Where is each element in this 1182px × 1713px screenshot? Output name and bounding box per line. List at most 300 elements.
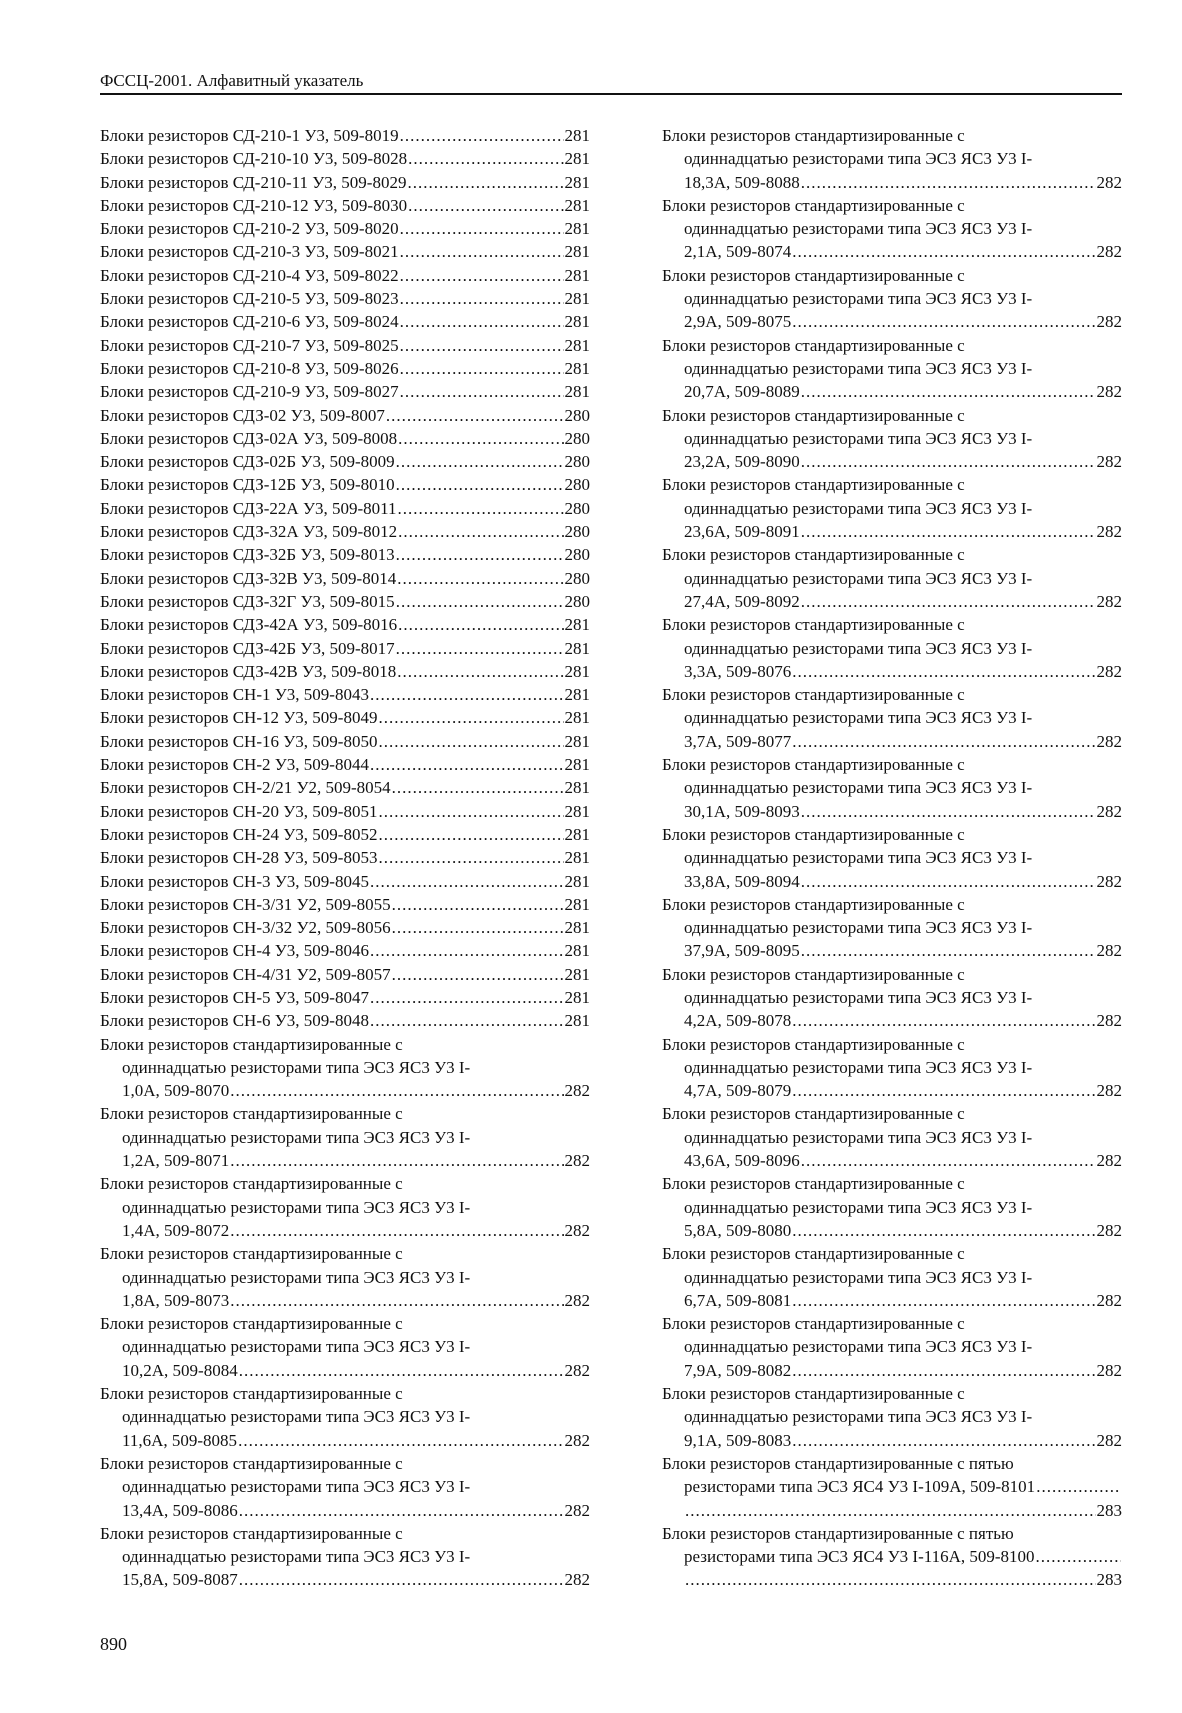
entry-page-number: 281 — [564, 1011, 590, 1031]
entry-text: 15,8А, 509-8087 — [122, 1570, 238, 1590]
entry-text-line: Блоки резисторов стандартизированные с — [100, 1453, 403, 1473]
entry-leader-line — [100, 870, 590, 893]
entry-leader-line — [100, 753, 590, 776]
entry-text: Блоки резисторов СН-4 У3, 509-8046 — [100, 941, 369, 961]
dot-leader — [396, 450, 564, 473]
index-entry — [662, 683, 1122, 753]
entry-page-number: 281 — [564, 195, 590, 215]
entry-text-line: одиннадцатью резисторами типа ЭС3 ЯС3 У3 I- — [684, 1197, 1033, 1217]
entry-text-line: Блоки резисторов стандартизированные с пятью — [662, 1523, 1014, 1543]
index-entry — [100, 240, 590, 263]
index-entry — [100, 1009, 590, 1032]
dot-leader — [397, 660, 563, 683]
dot-leader — [400, 217, 564, 240]
entry-text-line: Блоки резисторов стандартизированные с — [662, 265, 965, 285]
entry-text: Блоки резисторов СН-5 У3, 509-8047 — [100, 987, 369, 1007]
entry-text-line: Блоки резисторов стандартизированные с — [100, 1384, 403, 1404]
entry-leader-line — [100, 171, 590, 194]
entry-text: Блоки резисторов СН-16 У3, 509-8050 — [100, 731, 378, 751]
entry-page-number: 281 — [564, 638, 590, 658]
entry-leader-line — [100, 590, 590, 613]
entry-text: 33,8А, 509-8094 — [684, 871, 800, 891]
index-entry — [662, 1522, 1122, 1592]
index-entry — [100, 1102, 590, 1172]
entry-text-line: одиннадцатью резисторами типа ЭС3 ЯС3 У3 I- — [684, 1057, 1033, 1077]
entry-text: Блоки резисторов СН-12 У3, 509-8049 — [100, 708, 378, 728]
entry-page-number: 282 — [564, 1081, 590, 1101]
entry-page-number: 283 — [1096, 1570, 1122, 1590]
entry-text-line: одиннадцатью резисторами типа ЭС3 ЯС3 У3 I- — [684, 638, 1033, 658]
index-entry — [100, 1242, 590, 1312]
dot-leader — [398, 497, 564, 520]
entry-page-number: 282 — [1096, 591, 1122, 611]
dot-leader — [370, 1009, 564, 1032]
dot-leader — [398, 613, 563, 636]
entry-page-number: 283 — [1096, 1500, 1122, 1520]
entry-page-number: 280 — [564, 452, 590, 472]
entry-text-line: Блоки резисторов стандартизированные с — [100, 1104, 403, 1124]
index-column-left — [100, 124, 590, 1592]
entry-text: 1,0А, 509-8070 — [122, 1081, 230, 1101]
dot-leader — [378, 846, 563, 869]
dot-leader — [396, 543, 564, 566]
dot-leader — [239, 1359, 564, 1382]
page-header — [100, 70, 1122, 95]
entry-text: Блоки резисторов СДЗ-02 У3, 509-8007 — [100, 405, 385, 425]
entry-page-number: 282 — [1096, 1151, 1122, 1171]
entry-text: Блоки резисторов СДЗ-42В У3, 509-8018 — [100, 661, 397, 681]
entry-page-number: 281 — [564, 382, 590, 402]
entry-page-number: 281 — [564, 149, 590, 169]
dot-leader — [792, 1289, 1095, 1312]
entry-page-number: 281 — [564, 358, 590, 378]
entry-page-number: 281 — [564, 172, 590, 192]
entry-text-line: Блоки резисторов стандартизированные с — [100, 1523, 403, 1543]
dot-leader — [239, 1568, 564, 1591]
entry-text-line: Блоки резисторов стандартизированные с — [662, 1034, 965, 1054]
entry-text: 37,9А, 509-8095 — [684, 941, 800, 961]
entry-text: резисторами типа ЭС3 ЯС4 У3 I-116А, 509-8100 — [684, 1547, 1035, 1567]
index-entry — [100, 893, 590, 916]
entry-text-line: одиннадцатью резисторами типа ЭС3 ЯС3 У3 I- — [684, 1127, 1033, 1147]
entry-page-number: 282 — [1096, 1220, 1122, 1240]
entry-page-number: 280 — [564, 568, 590, 588]
entry-leader-line — [662, 800, 1122, 823]
entry-text: 23,6А, 509-8091 — [684, 522, 800, 542]
entry-text-line: одиннадцатью резисторами типа ЭС3 ЯС3 У3 I- — [122, 1127, 471, 1147]
entry-leader-line — [100, 450, 590, 473]
entry-text-line: одиннадцатью резисторами типа ЭС3 ЯС3 У3 I- — [122, 1407, 471, 1427]
dot-leader — [400, 124, 564, 147]
entry-text-line: одиннадцатью резисторами типа ЭС3 ЯС3 У3 I- — [684, 498, 1033, 518]
dot-leader — [230, 1079, 563, 1102]
entry-text: Блоки резисторов СН-20 У3, 509-8051 — [100, 801, 378, 821]
dot-leader — [370, 939, 564, 962]
entry-leader-line — [662, 1359, 1122, 1382]
entry-page-number: 281 — [564, 987, 590, 1007]
dot-leader — [792, 1079, 1095, 1102]
entry-leader-line — [100, 613, 590, 636]
dot-leader — [685, 1499, 1096, 1522]
entry-leader-line — [662, 590, 1122, 613]
dot-leader — [238, 1429, 563, 1452]
index-entry — [100, 1382, 590, 1452]
index-entry — [100, 171, 590, 194]
entry-text-line: Блоки резисторов стандартизированные с — [662, 615, 965, 635]
entry-page-number: 280 — [564, 545, 590, 565]
entry-leader-line — [100, 380, 590, 403]
entry-leader-line — [100, 520, 590, 543]
index-entry — [662, 613, 1122, 683]
index-entry — [100, 520, 590, 543]
dot-leader — [396, 637, 564, 660]
entry-page-number: 282 — [1096, 1430, 1122, 1450]
entry-page-number: 282 — [1096, 312, 1122, 332]
entry-leader-line — [100, 1429, 590, 1452]
entry-leader-line — [100, 473, 590, 496]
entry-page-number: 282 — [1096, 172, 1122, 192]
entry-text-line: одиннадцатью резисторами типа ЭС3 ЯС3 У3 I- — [684, 918, 1033, 938]
index-entry — [662, 124, 1122, 194]
index-entry — [662, 404, 1122, 474]
entry-leader-line — [100, 963, 590, 986]
entry-text-line: Блоки резисторов стандартизированные с — [662, 685, 965, 705]
index-column-right — [662, 124, 1122, 1592]
index-entry — [100, 567, 590, 590]
entry-text-line: Блоки резисторов стандартизированные с — [662, 195, 965, 215]
entry-page-number: 280 — [564, 498, 590, 518]
entry-text-line: одиннадцатью резисторами типа ЭС3 ЯС3 У3 I- — [122, 1267, 471, 1287]
entry-page-number: 281 — [564, 661, 590, 681]
index-entry — [662, 1312, 1122, 1382]
index-entry — [662, 334, 1122, 404]
entry-page-number: 281 — [564, 312, 590, 332]
entry-leader-line — [100, 1009, 590, 1032]
index-entry — [100, 1033, 590, 1103]
entry-leader-line — [100, 939, 590, 962]
entry-text-line: Блоки резисторов стандартизированные с — [662, 1314, 965, 1334]
entry-page-number: 281 — [564, 824, 590, 844]
entry-text: Блоки резисторов СДЗ-42А У3, 509-8016 — [100, 615, 398, 635]
entry-leader-line — [100, 194, 590, 217]
entry-leader-line — [100, 567, 590, 590]
entry-text: Блоки резисторов СД-210-12 У3, 509-8030 — [100, 195, 408, 215]
entry-text: 10,2А, 509-8084 — [122, 1360, 238, 1380]
dot-leader — [408, 194, 563, 217]
entry-leader-line — [662, 310, 1122, 333]
entry-leader-line — [662, 450, 1122, 473]
entry-text: Блоки резисторов СД-210-6 У3, 509-8024 — [100, 312, 399, 332]
entry-text: 27,4А, 509-8092 — [684, 591, 800, 611]
entry-text-line: Блоки резисторов стандартизированные с — [662, 335, 965, 355]
dot-leader — [398, 520, 563, 543]
entry-leader-line — [100, 264, 590, 287]
entry-leader-line — [100, 287, 590, 310]
entry-text-line: одиннадцатью резисторами типа ЭС3 ЯС3 У3 I- — [684, 848, 1033, 868]
index-entry — [662, 194, 1122, 264]
dot-leader — [392, 776, 564, 799]
entry-text-line: Блоки резисторов стандартизированные с — [662, 475, 965, 495]
entry-page-number: 282 — [1096, 1011, 1122, 1031]
entry-text: 3,3А, 509-8076 — [684, 661, 792, 681]
page-header-title: ФССЦ-2001. Алфавитный указатель — [100, 71, 364, 90]
entry-leader-line — [662, 939, 1122, 962]
entry-page-number: 282 — [1096, 1290, 1122, 1310]
entry-text-line: Блоки резисторов стандартизированные с — [662, 126, 965, 145]
entry-page-number: 281 — [564, 894, 590, 914]
dot-leader — [407, 171, 563, 194]
dot-leader — [392, 963, 564, 986]
dot-leader — [400, 287, 564, 310]
index-entry — [100, 823, 590, 846]
index-entry — [100, 776, 590, 799]
entry-page-number: 282 — [1096, 871, 1122, 891]
entry-text: 1,4А, 509-8072 — [122, 1220, 230, 1240]
entry-page-number: 281 — [564, 731, 590, 751]
dot-leader — [400, 264, 564, 287]
page-number: 890 — [100, 1634, 127, 1654]
index-entry — [662, 1242, 1122, 1312]
index-entry — [100, 660, 590, 683]
index-entry — [100, 986, 590, 1009]
entry-page-number: 280 — [564, 405, 590, 425]
entry-text: 18,3А, 509-8088 — [684, 172, 800, 192]
index-entry — [662, 1452, 1122, 1522]
entry-leader-line — [100, 1499, 590, 1522]
entry-page-number: 282 — [1096, 1081, 1122, 1101]
dot-leader — [801, 800, 1096, 823]
entry-text: Блоки резисторов СДЗ-32А У3, 509-8012 — [100, 522, 398, 542]
index-entry — [100, 380, 590, 403]
dot-leader — [396, 473, 564, 496]
entry-text: 4,7А, 509-8079 — [684, 1081, 792, 1101]
entry-leader-line — [662, 1009, 1122, 1032]
entry-leader-line — [662, 1149, 1122, 1172]
entry-page-number: 282 — [564, 1290, 590, 1310]
entry-text: 6,7А, 509-8081 — [684, 1290, 792, 1310]
entry-text-line: Блоки резисторов стандартизированные с — [100, 1034, 403, 1054]
entry-text: 2,1А, 509-8074 — [684, 242, 792, 262]
index-entry — [100, 870, 590, 893]
entry-text-line: Блоки резисторов стандартизированные с — [662, 1244, 965, 1264]
entry-text: Блоки резисторов СН-1 У3, 509-8043 — [100, 685, 369, 705]
entry-text: 9,1А, 509-8083 — [684, 1430, 792, 1450]
entry-text: Блоки резисторов СН-2/21 У2, 509-8054 — [100, 778, 391, 798]
index-entry — [100, 124, 590, 147]
index-entry — [100, 963, 590, 986]
entry-leader-line — [100, 357, 590, 380]
dot-leader — [378, 800, 563, 823]
entry-leader-line — [662, 1429, 1122, 1452]
dot-leader — [792, 1219, 1095, 1242]
entry-page-number: 282 — [1096, 242, 1122, 262]
entry-text-line: одиннадцатью резисторами типа ЭС3 ЯС3 У3 I- — [684, 708, 1033, 728]
entry-leader-line — [100, 893, 590, 916]
entry-text: Блоки резисторов СД-210-7 У3, 509-8025 — [100, 335, 399, 355]
entry-text: 30,1А, 509-8093 — [684, 801, 800, 821]
index-entry — [100, 706, 590, 729]
dot-leader — [398, 427, 563, 450]
entry-text-line: одиннадцатью резисторами типа ЭС3 ЯС3 У3 I- — [684, 568, 1033, 588]
entry-leader-line — [100, 986, 590, 1009]
entry-page-number: 281 — [564, 848, 590, 868]
entry-text: Блоки резисторов СДЗ-32Г У3, 509-8015 — [100, 591, 395, 611]
entry-leader-line — [100, 846, 590, 869]
entry-text-line: одиннадцатью резисторами типа ЭС3 ЯС3 У3 I- — [122, 1197, 471, 1217]
entry-text: Блоки резисторов СН-3/31 У2, 509-8055 — [100, 894, 391, 914]
entry-text: Блоки резисторов СД-210-3 У3, 509-8021 — [100, 242, 399, 262]
entry-page-number: 282 — [1096, 941, 1122, 961]
dot-leader — [792, 1359, 1095, 1382]
entry-page-number: 282 — [1096, 661, 1122, 681]
dot-leader — [370, 683, 564, 706]
entry-text: Блоки резисторов СН-6 У3, 509-8048 — [100, 1011, 369, 1031]
dot-leader — [239, 1499, 564, 1522]
entry-text: 1,2А, 509-8071 — [122, 1151, 230, 1171]
entry-text: 20,7А, 509-8089 — [684, 382, 800, 402]
entry-text: Блоки резисторов СН-28 У3, 509-8053 — [100, 848, 378, 868]
entry-leader-line — [100, 217, 590, 240]
dot-leader — [792, 310, 1095, 333]
entry-leader-line — [100, 800, 590, 823]
index-entry — [100, 543, 590, 566]
entry-text: 23,2А, 509-8090 — [684, 452, 800, 472]
index-entry — [100, 217, 590, 240]
dot-leader — [370, 986, 564, 1009]
entry-text: резисторами типа ЭС3 ЯС4 У3 I-109А, 509-8101 — [684, 1477, 1036, 1497]
dot-leader — [378, 730, 563, 753]
entry-page-number: 282 — [1096, 1360, 1122, 1380]
index-entry — [100, 613, 590, 636]
entry-text-line: Блоки резисторов стандартизированные с — [100, 1174, 403, 1194]
entry-text: Блоки резисторов СДЗ-32Б У3, 509-8013 — [100, 545, 395, 565]
entry-leader-line — [662, 1289, 1122, 1312]
index-entry — [662, 823, 1122, 893]
entry-text: Блоки резисторов СДЗ-02Б У3, 509-8009 — [100, 452, 395, 472]
dot-leader — [801, 870, 1096, 893]
entry-leader-line — [662, 171, 1122, 194]
entry-page-number: 280 — [564, 591, 590, 611]
index-entry — [100, 194, 590, 217]
index-entry — [662, 753, 1122, 823]
entry-text-line: Блоки резисторов стандартизированные с — [100, 1314, 403, 1334]
entry-page-number: 281 — [564, 941, 590, 961]
entry-text-line: Блоки резисторов стандартизированные с — [662, 824, 965, 844]
entry-leader-line — [662, 660, 1122, 683]
entry-text-line: одиннадцатью резисторами типа ЭС3 ЯС3 У3 I- — [684, 1407, 1033, 1427]
entry-leader-line — [662, 240, 1122, 263]
dot-leader — [392, 916, 564, 939]
entry-leader-line — [100, 497, 590, 520]
index-entry — [100, 730, 590, 753]
index-entry — [100, 846, 590, 869]
entry-page-number: 281 — [564, 615, 590, 635]
entry-leader-line — [100, 240, 590, 263]
entry-text-line: одиннадцатью резисторами типа ЭС3 ЯС3 У3 I- — [122, 1477, 471, 1497]
dot-leader — [685, 1568, 1096, 1591]
entry-text-line: одиннадцатью резисторами типа ЭС3 ЯС3 У3 I- — [684, 358, 1033, 378]
dot-leader — [230, 1289, 563, 1312]
dot-leader — [792, 240, 1095, 263]
dot-leader — [400, 334, 564, 357]
index-entry — [662, 264, 1122, 334]
entry-text-line: Блоки резисторов стандартизированные с — [662, 755, 965, 775]
entry-leader-line — [662, 730, 1122, 753]
index-entry — [662, 1172, 1122, 1242]
dot-leader — [400, 310, 564, 333]
entry-page-number: 281 — [564, 708, 590, 728]
entry-text: Блоки резисторов СД-210-2 У3, 509-8020 — [100, 219, 399, 239]
index-entry — [662, 1102, 1122, 1172]
entry-leader-line — [100, 730, 590, 753]
dot-leader — [801, 1149, 1096, 1172]
index-entry — [100, 404, 590, 427]
index-entry — [100, 287, 590, 310]
entry-text: 43,6А, 509-8096 — [684, 1151, 800, 1171]
entry-text-line: одиннадцатью резисторами типа ЭС3 ЯС3 У3 I- — [684, 778, 1033, 798]
entry-page-number: 281 — [564, 126, 590, 145]
entry-leader-line — [100, 660, 590, 683]
dot-leader — [792, 1429, 1095, 1452]
entry-page-number: 282 — [564, 1430, 590, 1450]
entry-text: Блоки резисторов СН-2 У3, 509-8044 — [100, 755, 369, 775]
entry-leader-line — [100, 1079, 590, 1102]
entry-text: Блоки резисторов СДЗ-32В У3, 509-8014 — [100, 568, 397, 588]
entry-leader-line — [100, 823, 590, 846]
entry-leader-line — [662, 1219, 1122, 1242]
index-entry — [100, 427, 590, 450]
index-entry — [100, 683, 590, 706]
entry-text: Блоки резисторов СД-210-8 У3, 509-8026 — [100, 358, 399, 378]
dot-leader — [792, 730, 1095, 753]
entry-leader-line — [100, 1149, 590, 1172]
entry-leader-line — [662, 1079, 1122, 1102]
entry-page-number: 281 — [564, 685, 590, 705]
dot-leader — [400, 357, 564, 380]
index-entry — [100, 1312, 590, 1382]
entry-text-line: одиннадцатью резисторами типа ЭС3 ЯС3 У3 I- — [684, 987, 1033, 1007]
dot-leader — [801, 939, 1096, 962]
dot-leader — [801, 590, 1096, 613]
dot-leader — [801, 450, 1096, 473]
entry-text: Блоки резисторов СДЗ-22А У3, 509-8011 — [100, 498, 397, 518]
entry-leader-line — [100, 310, 590, 333]
dot-leader — [378, 823, 563, 846]
entry-text: 5,8А, 509-8080 — [684, 1220, 792, 1240]
entry-text-line: Блоки резисторов стандартизированные с — [100, 1244, 403, 1264]
entry-leader-line — [662, 1568, 1122, 1591]
dot-leader — [392, 893, 564, 916]
entry-text: 2,9А, 509-8075 — [684, 312, 792, 332]
entry-text: Блоки резисторов СД-210-4 У3, 509-8022 — [100, 265, 399, 285]
entry-text: Блоки резисторов СД-210-9 У3, 509-8027 — [100, 382, 399, 402]
entry-page-number: 281 — [564, 918, 590, 938]
dot-leader — [408, 147, 563, 170]
entry-page-number: 282 — [564, 1151, 590, 1171]
entry-text: Блоки резисторов СД-210-5 У3, 509-8023 — [100, 289, 399, 309]
entry-page-number: 280 — [564, 522, 590, 542]
entry-page-number: 281 — [564, 335, 590, 355]
entry-text-line: одиннадцатью резисторами типа ЭС3 ЯС3 У3 I- — [684, 289, 1033, 309]
entry-leader-line — [100, 427, 590, 450]
entry-page-number: 282 — [1096, 801, 1122, 821]
entry-leader-line — [100, 147, 590, 170]
entry-leader-line — [100, 637, 590, 660]
entry-page-number: 282 — [1096, 452, 1122, 472]
entry-leader-line — [100, 334, 590, 357]
dot-leader — [230, 1219, 563, 1242]
index-entry — [662, 543, 1122, 613]
